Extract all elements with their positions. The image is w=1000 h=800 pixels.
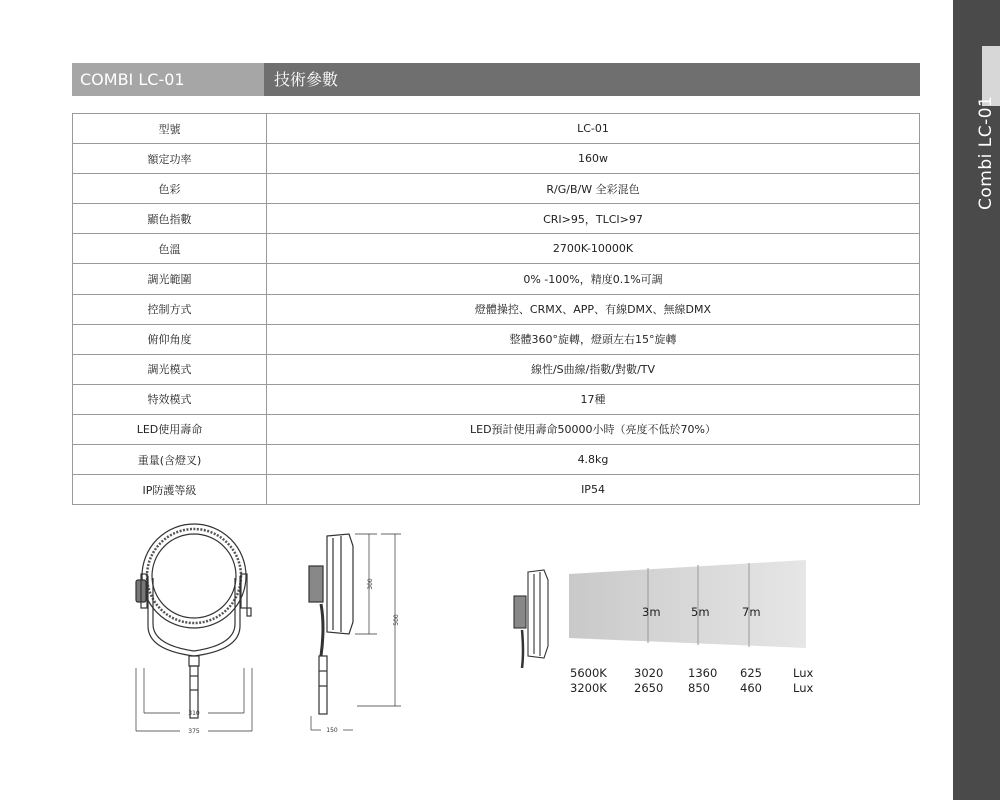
distance-label: 5m xyxy=(691,605,710,619)
light-beam xyxy=(569,560,806,648)
outer-width-label: 375 xyxy=(188,728,200,735)
table-row xyxy=(73,414,920,444)
spec-value: 4.8kg xyxy=(267,445,920,475)
spec-label: LED使用壽命 xyxy=(73,414,267,444)
spec-value: LED預計使用壽命50000小時（亮度不低於70%） xyxy=(267,414,920,444)
spec-label: 額定功率 xyxy=(73,144,267,174)
depth-label: 150 xyxy=(326,727,338,734)
table-row xyxy=(73,294,920,324)
side-view-drawing xyxy=(297,526,407,736)
spec-value: 0% -100%，精度0.1%可調 xyxy=(267,264,920,294)
spec-value: R/G/B/W 全彩混色 xyxy=(267,174,920,204)
spec-value: 2700K-10000K xyxy=(267,234,920,264)
spec-value: LC-01 xyxy=(267,114,920,144)
lamp-side-icon xyxy=(514,570,548,668)
lux-unit: Lux xyxy=(793,681,814,695)
lux-unit: Lux xyxy=(793,666,814,680)
spec-table xyxy=(72,113,920,505)
spec-label: 色彩 xyxy=(73,174,267,204)
spec-label: 特效模式 xyxy=(73,384,267,414)
table-row xyxy=(73,475,920,505)
table-row xyxy=(73,114,920,144)
header-section-title: 技術參數 xyxy=(264,63,920,96)
table-row xyxy=(73,234,920,264)
total-height-label: 500 xyxy=(393,614,400,626)
table-row xyxy=(73,204,920,234)
spec-value: 17種 xyxy=(267,384,920,414)
spec-value: 燈體操控、CRMX、APP、有線DMX、無線DMX xyxy=(267,294,920,324)
lux-value: 1360 xyxy=(688,666,718,680)
table-row xyxy=(73,354,920,384)
lux-value: 3020 xyxy=(634,666,664,680)
spec-value: 160w xyxy=(267,144,920,174)
section-header xyxy=(72,63,920,96)
inner-width-label: 310 xyxy=(188,710,200,717)
table-row xyxy=(73,174,920,204)
lux-value: 850 xyxy=(688,681,710,695)
lux-value: 460 xyxy=(740,681,762,695)
header-model-name: COMBI LC-01 xyxy=(72,63,264,96)
spec-label: 型號 xyxy=(73,114,267,144)
side-bar-title: Combi LC-01 xyxy=(976,95,996,210)
spec-label: 色溫 xyxy=(73,234,267,264)
lux-value: 2650 xyxy=(634,681,664,695)
spec-value: CRI>95，TLCI>97 xyxy=(267,204,920,234)
table-row xyxy=(73,384,920,414)
spec-value: 整體360°旋轉，燈頭左右15°旋轉 xyxy=(267,324,920,354)
distance-label: 7m xyxy=(742,605,761,619)
lux-value: 625 xyxy=(740,666,762,680)
table-row xyxy=(73,264,920,294)
table-row xyxy=(73,144,920,174)
spec-value: IP54 xyxy=(267,475,920,505)
lux-cct: 5600K xyxy=(570,666,607,680)
distance-label: 3m xyxy=(642,605,661,619)
lux-cct: 3200K xyxy=(570,681,607,695)
front-view-drawing xyxy=(122,518,272,738)
spec-label: 俯仰角度 xyxy=(73,324,267,354)
spec-label: 調光範圍 xyxy=(73,264,267,294)
spec-label: IP防護等級 xyxy=(73,475,267,505)
head-height-label: 300 xyxy=(367,578,374,590)
spec-label: 重量(含燈叉) xyxy=(73,445,267,475)
table-row xyxy=(73,445,920,475)
spec-value: 線性/S曲線/指數/對數/TV xyxy=(267,354,920,384)
spec-label: 控制方式 xyxy=(73,294,267,324)
spec-label: 顯色指數 xyxy=(73,204,267,234)
table-row xyxy=(73,324,920,354)
spec-label: 調光模式 xyxy=(73,354,267,384)
